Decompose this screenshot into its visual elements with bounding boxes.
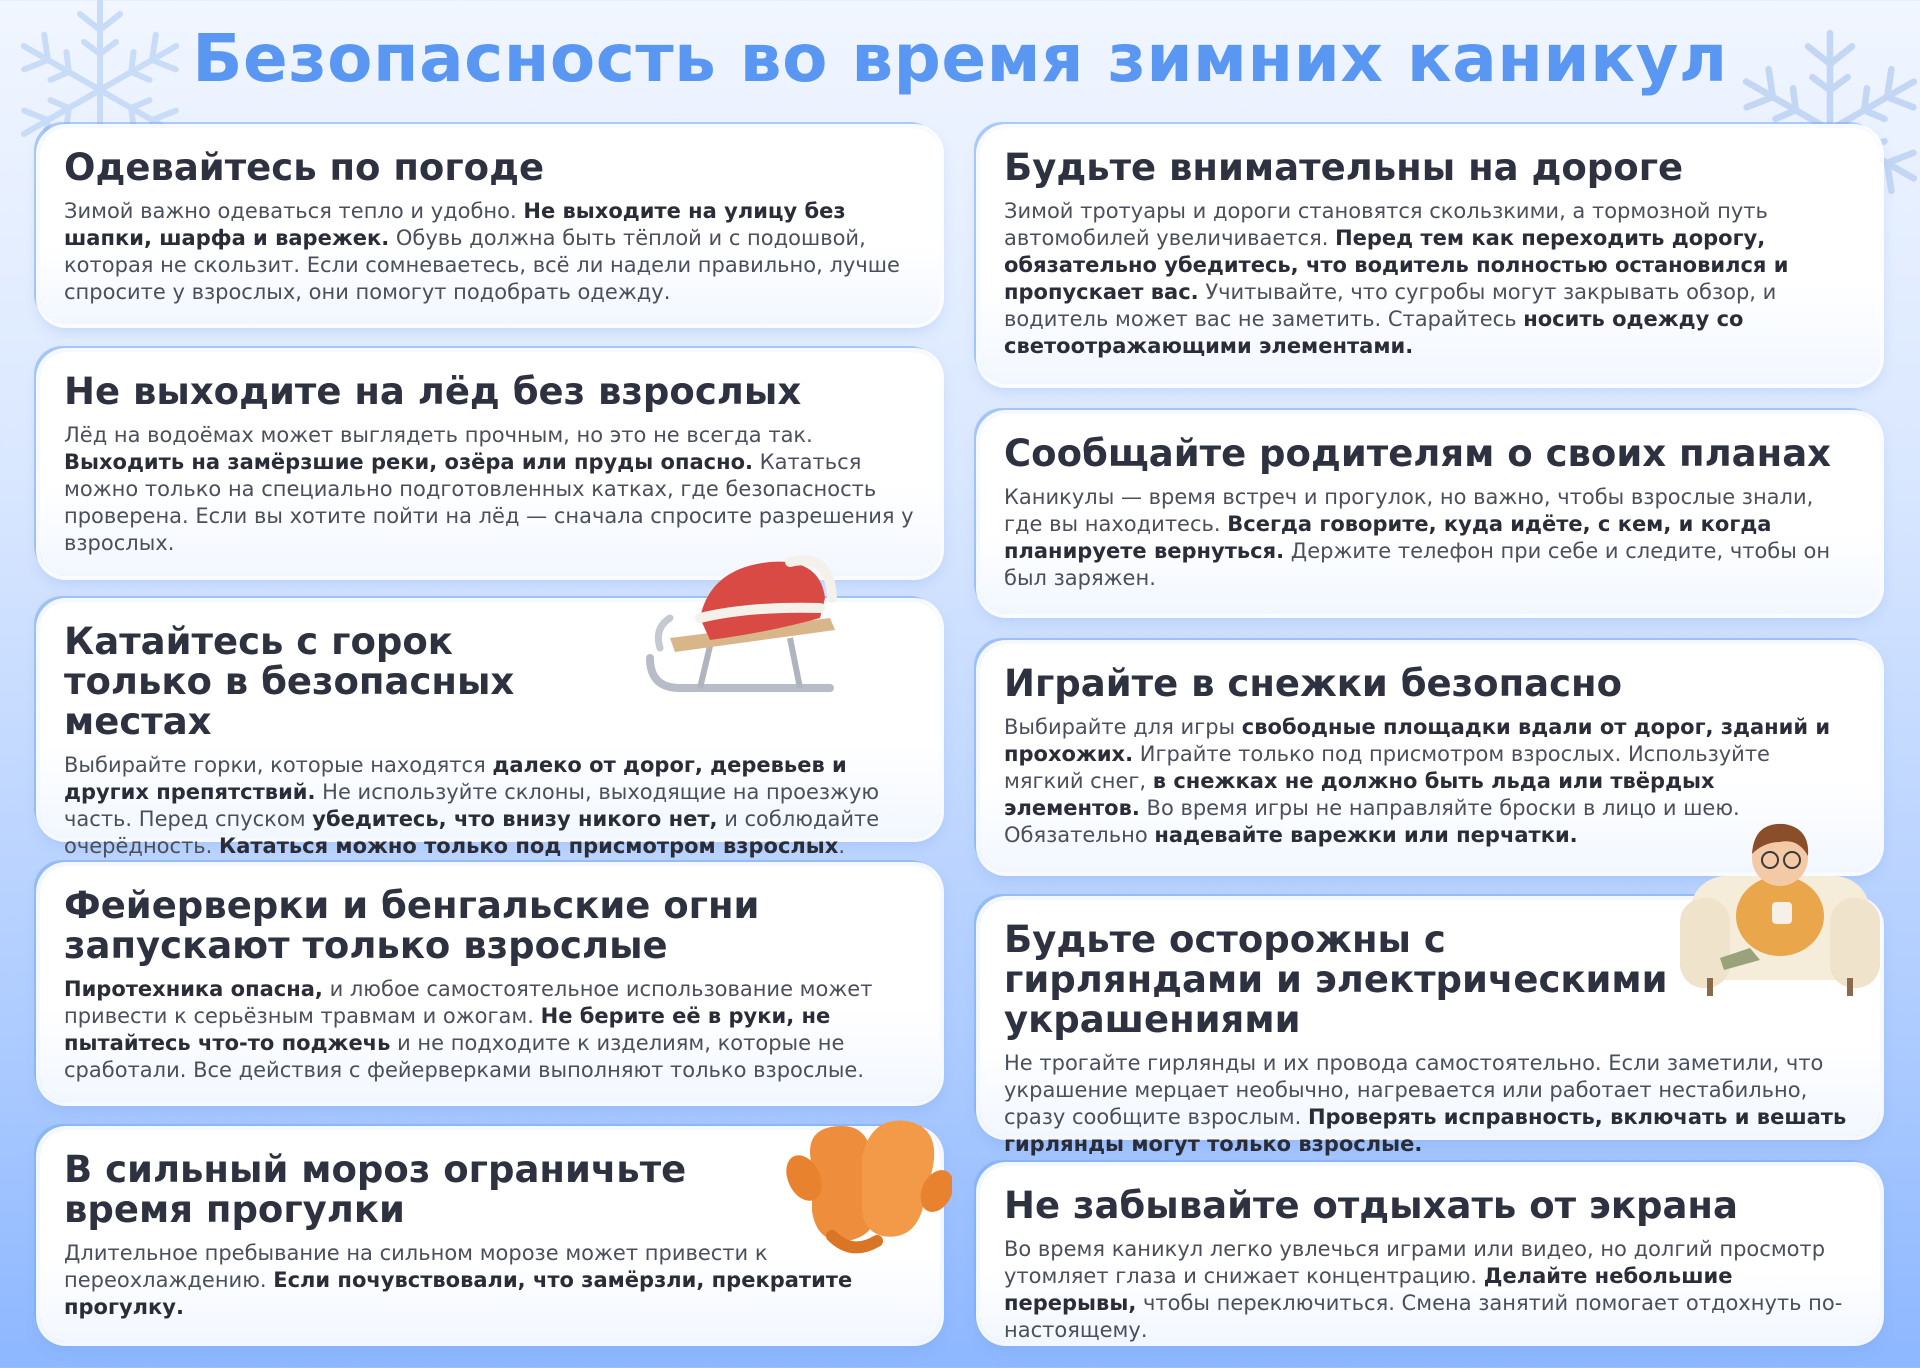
body-text: Играйте только под присмотром взрослых. Используйте мягкий снег, xyxy=(1004,742,1770,793)
body-text: и любое самостоятельное использование может привести к серьёзным травмам и ожогам. xyxy=(64,977,873,1028)
body-text: Выбирайте горки, которые находятся xyxy=(64,753,493,777)
card-heading: Сообщайте родителям о своих планах xyxy=(1004,432,1832,475)
emphasis-text: носить одежду со светоотражающими элементами. xyxy=(1004,307,1744,358)
tip-card-road xyxy=(980,128,1880,384)
emphasis-text: Если почувствовали, что замёрзли, прекратите прогулку. xyxy=(64,1268,853,1319)
emphasis-text: Не выходите на улицу без шапки, шарфа и варежек. xyxy=(64,199,846,250)
card-text xyxy=(64,422,916,557)
body-text: Держите телефон при себе и следите, чтобы он был заряжен. xyxy=(1004,539,1831,590)
body-text: Не трогайте гирлянды и их провода самостоятельно. Если заметили, что украшение мерцает необычно, нагревается или работает нестабильно, сразу сообщите взрослым. xyxy=(1004,1051,1824,1129)
card-text xyxy=(64,1240,864,1321)
emphasis-text: в снежках не должно быть льда или твёрдых элементов. xyxy=(1004,769,1715,820)
emphasis-text: убедитесь, что внизу никого нет, xyxy=(312,807,718,831)
body-text: Выбирайте для игры xyxy=(1004,715,1242,739)
card-text xyxy=(1004,1050,1856,1158)
emphasis-text: Не берите её в руки, не пытайтесь что-то поджечь xyxy=(64,1004,831,1055)
card-text xyxy=(64,198,916,306)
tip-card-fireworks xyxy=(40,866,940,1102)
emphasis-text: Выходить на замёрзшие реки, озёра или пруды опасно. xyxy=(64,450,753,474)
card-text xyxy=(64,752,916,860)
tip-card-ice xyxy=(40,352,940,576)
mittens-icon xyxy=(782,1096,952,1266)
emphasis-text: Перед тем как переходить дорогу, обязательно убедитесь, что водитель полностью остановился и пропускает вас. xyxy=(1004,226,1789,304)
card-heading: Одевайтесь по погоде xyxy=(64,146,545,189)
body-text: Лёд на водоёмах может выглядеть прочным, но это не всегда так. xyxy=(64,423,813,447)
emphasis-text: Кататься можно только под присмотром взрослых xyxy=(219,834,839,858)
card-text xyxy=(1004,1236,1856,1344)
card-heading: Не забывайте отдыхать от экрана xyxy=(1004,1184,1738,1227)
sled-icon xyxy=(640,548,860,698)
emphasis-text: свободные площадки вдали от дорог, зданий и прохожих. xyxy=(1004,715,1831,766)
body-text: Зимой тротуары и дороги становятся скользкими, а тормозной путь автомобилей увеличивается. xyxy=(1004,199,1768,250)
body-text: Обувь должна быть тёплой и с подошвой, которая не скользит. Если сомневаетесь, всё ли надели правильно, лучше спросите у взрослых, они помогут подобрать одежду. xyxy=(64,226,900,304)
body-text: чтобы переключиться. Смена занятий помогает отдохнуть по-настоящему. xyxy=(1004,1291,1843,1342)
tip-card-tell-parents xyxy=(980,414,1880,614)
body-text: Каникулы — время встреч и прогулок, но важно, чтобы взрослые знали, где вы находитесь. xyxy=(1004,485,1814,536)
body-text: . xyxy=(838,834,846,858)
emphasis-text: Проверять исправность, включать и вешать гирлянды могут только взрослые. xyxy=(1004,1105,1847,1156)
card-text xyxy=(1004,198,1856,360)
body-text: Учитывайте, что сугробы могут закрывать обзор, и водитель может вас не заметить. Старайтесь xyxy=(1004,280,1777,331)
card-heading: Катайтесь с горок только в безопасных местах xyxy=(64,620,515,743)
card-heading: В сильный мороз ограничьте время прогулки xyxy=(64,1148,687,1231)
card-heading: Фейерверки и бенгальские огни запускают только взрослые xyxy=(64,884,760,967)
page-title: Безопасность во время зимних каникул xyxy=(192,20,1728,97)
body-text: Не используйте склоны, выходящие на проезжую часть. Перед спуском xyxy=(64,780,880,831)
tip-card-screen-rest xyxy=(980,1166,1880,1342)
body-text: Во время каникул легко увлечься играми или видео, но долгий просмотр утомляет глаза и снижает концентрацию. xyxy=(1004,1237,1826,1288)
body-text: и не подходите к изделиям, которые не сработали. Все действия с фейерверками выполняют только взрослые. xyxy=(64,1031,865,1082)
emphasis-text: далеко от дорог, деревьев и других препятствий. xyxy=(64,753,847,804)
card-heading: Будьте внимательны на дороге xyxy=(1004,146,1684,189)
card-heading: Будьте осторожны с гирляндами и электрическими украшениями xyxy=(1004,918,1668,1041)
body-text: Длительное пребывание на сильном морозе может привести к переохлаждению. xyxy=(64,1241,768,1292)
emphasis-text: Делайте небольшие перерывы, xyxy=(1004,1264,1733,1315)
body-text: Зимой важно одеваться тепло и удобно. xyxy=(64,199,524,223)
body-text: и соблюдайте очерёдность. xyxy=(64,807,880,858)
card-text xyxy=(64,976,916,1084)
emphasis-text: Пиротехника опасна, xyxy=(64,977,323,1001)
card-heading: Не выходите на лёд без взрослых xyxy=(64,370,802,413)
card-text xyxy=(1004,484,1856,592)
body-text: Кататься можно только на специально подготовленных катках, где безопасность проверена. Если вы хотите пойти на лёд — сначала спросите разрешения у взрослых. xyxy=(64,450,914,555)
tip-card-dress-for-weather xyxy=(40,128,940,324)
emphasis-text: надевайте варежки или перчатки. xyxy=(1154,823,1578,847)
card-heading: Играйте в снежки безопасно xyxy=(1004,662,1623,705)
emphasis-text: Всегда говорите, куда идёте, с кем, и когда планируете вернуться. xyxy=(1004,512,1772,563)
child-in-armchair-icon xyxy=(1680,798,1880,998)
body-text: Во время игры не направляйте броски в лицо и шею. Обязательно xyxy=(1004,796,1740,847)
